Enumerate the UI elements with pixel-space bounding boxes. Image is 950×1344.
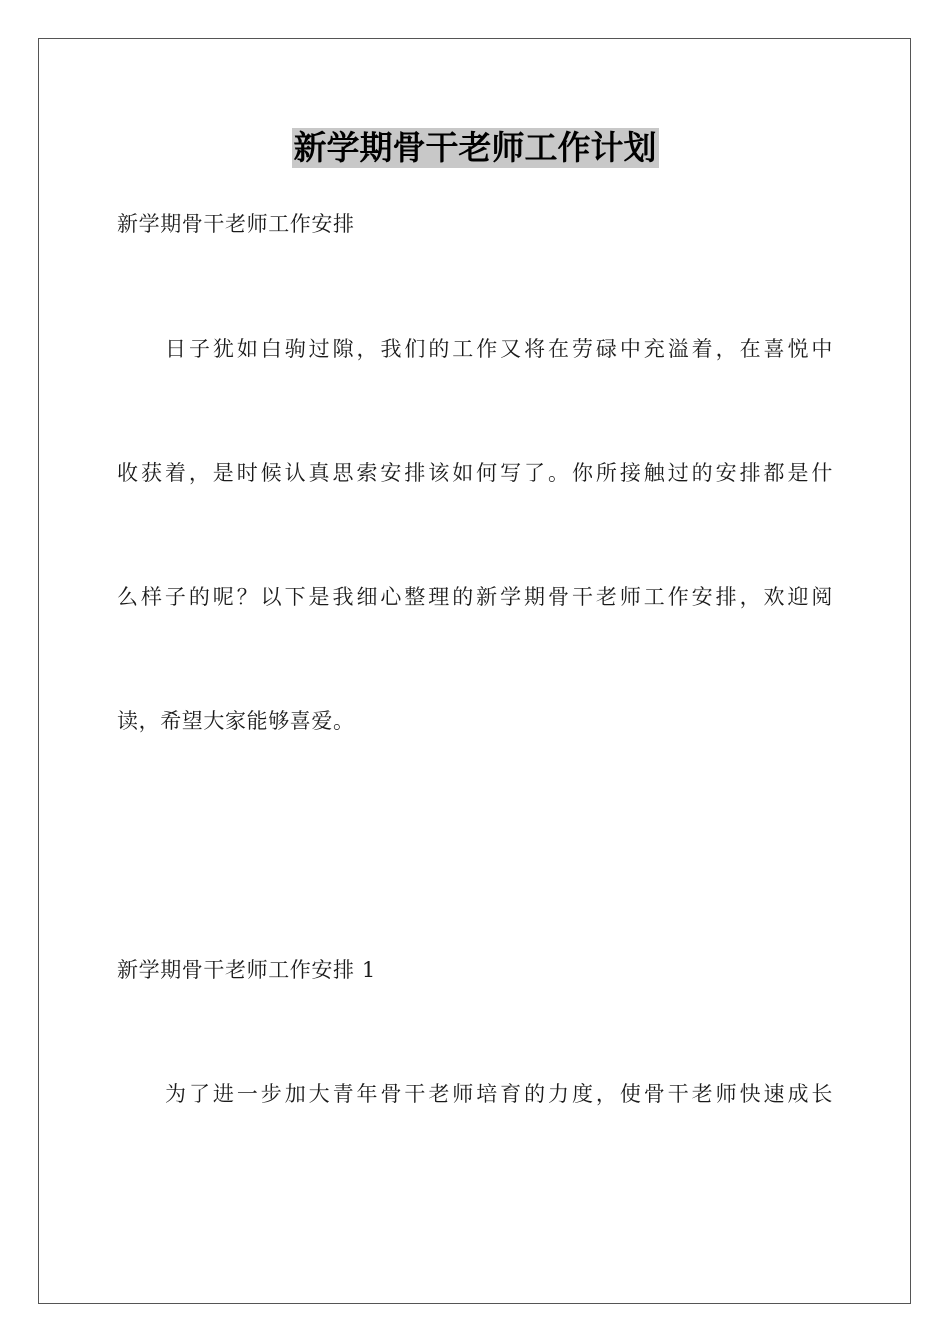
document-subtitle: 新学期骨干老师工作安排 (117, 212, 355, 236)
section-line-1: 为了进一步加大青年骨干老师培育的力度，使骨干老师快速成长 (165, 1082, 833, 1106)
section-heading: 新学期骨干老师工作安排 1 (117, 958, 376, 982)
intro-line-3: 么样子的呢？以下是我细心整理的新学期骨干老师工作安排，欢迎阅 (117, 585, 833, 609)
intro-line-4: 读，希望大家能够喜爱。 (117, 709, 355, 733)
intro-line-1: 日子犹如白驹过隙，我们的工作又将在劳碌中充溢着，在喜悦中 (165, 337, 833, 361)
title-container (0, 128, 950, 168)
intro-line-2: 收获着，是时候认真思索安排该如何写了。你所接触过的安排都是什 (117, 461, 833, 485)
document-title: 新学期骨干老师工作计划 (293, 128, 657, 167)
